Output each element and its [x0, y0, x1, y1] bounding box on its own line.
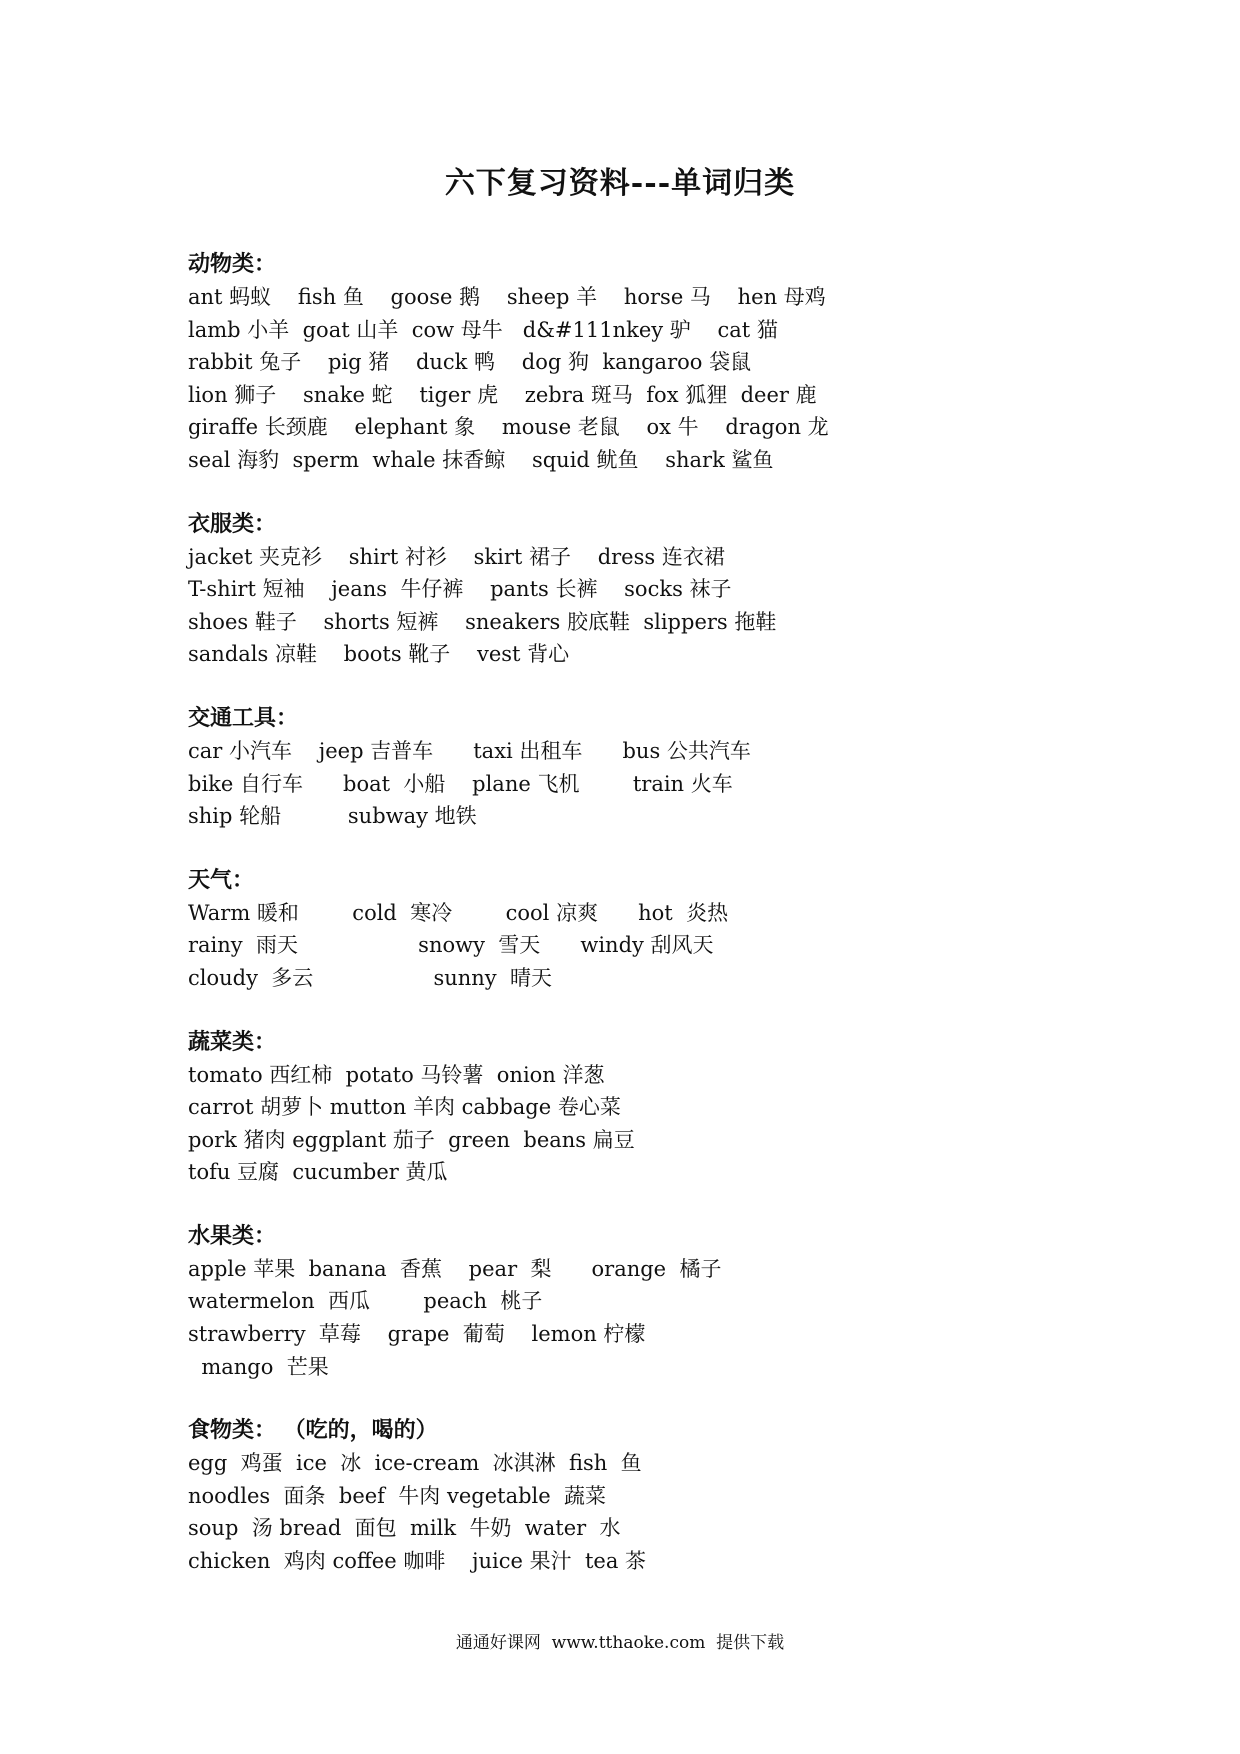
vocab-line: jacket 夹克衫 shirt 衬衫 skirt 裙子 dress 连衣裙: [188, 544, 725, 569]
vocab-line: watermelon 西瓜 peach 桃子: [188, 1289, 543, 1314]
vocab-line: shoes 鞋子 shorts 短裤 sneakers 胶底鞋 slippers 拖鞋: [188, 609, 777, 634]
vocab-line: tofu 豆腐 cucumber 黄瓜: [188, 1160, 448, 1185]
section-weather: [188, 864, 1088, 995]
vocab-line: sandals 凉鞋 boots 靴子 vest 背心: [188, 642, 570, 667]
vocab-line: Warm 暖和 cold 寒冷 cool 凉爽 hot 炎热: [188, 900, 729, 925]
section-vegetables: [188, 1026, 1088, 1189]
vocab-line: ship 轮船 subway 地铁: [188, 804, 477, 829]
section-food: [188, 1414, 1088, 1577]
vocab-line: lion 狮子 snake 蛇 tiger 虎 zebra 斑马 fox 狐狸 deer 鹿: [188, 382, 817, 407]
page-title: 六下复习资料---单词归类: [444, 166, 796, 201]
section-transport: [188, 702, 1088, 833]
vocab-line: mango 芒果: [188, 1354, 329, 1379]
vocab-line: soup 汤 bread 面包 milk 牛奶 water 水: [188, 1516, 621, 1541]
section-animals: [188, 248, 1088, 477]
vocab-line: car 小汽车 jeep 吉普车 taxi 出租车 bus 公共汽车: [188, 738, 751, 763]
section-heading: 交通工具：: [188, 704, 299, 731]
section-heading: 天气：: [188, 866, 255, 893]
vocab-line: strawberry 草莓 grape 葡萄 lemon 柠檬: [188, 1322, 646, 1347]
vocab-line: seal 海豹 sperm whale 抹香鲸 squid 鱿鱼 shark 鲨鱼: [188, 447, 774, 472]
vocab-line: ant 蚂蚁 fish 鱼 goose 鹅 sheep 羊 horse 马 hen 母鸡: [188, 285, 826, 309]
section-fruits: [188, 1220, 1088, 1383]
vocab-line: carrot 胡萝卜 mutton 羊肉 cabbage 卷心菜: [188, 1095, 621, 1120]
section-heading: 水果类：: [188, 1222, 277, 1249]
vocab-line: pork 猪肉 eggplant 茄子 green beans 扁豆: [188, 1127, 635, 1152]
vocab-line: apple 苹果 banana 香蕉 pear 梨 orange 橘子: [188, 1256, 722, 1281]
page-footer: 通通好课网 www.tthaoke.com 提供下载: [455, 1633, 785, 1653]
vocab-line: cloudy 多云 sunny 晴天: [188, 965, 553, 990]
vocab-line: lamb 小羊 goat 山羊 cow 母牛 d&#111nkey 驴 cat 猫: [188, 317, 778, 342]
vocab-line: bike 自行车 boat 小船 plane 飞机 train 火车: [188, 771, 733, 796]
vocab-line: rainy 雨天 snowy 雪天 windy 刮风天: [188, 933, 714, 958]
vocab-line: tomato 西红柿 potato 马铃薯 onion 洋葱: [188, 1062, 605, 1087]
section-heading: 食物类： （吃的，喝的）: [188, 1417, 438, 1444]
section-heading: 蔬菜类：: [188, 1028, 277, 1055]
section-heading: 衣服类：: [188, 510, 277, 537]
section-clothes: [188, 508, 1088, 671]
vocab-line: T-shirt 短袖 jeans 牛仔裤 pants 长裤 socks 袜子: [188, 577, 732, 602]
vocab-line: rabbit 兔子 pig 猪 duck 鸭 dog 狗 kangaroo 袋鼠: [188, 350, 752, 375]
vocab-line: egg 鸡蛋 ice 冰 ice-cream 冰淇淋 fish 鱼: [188, 1451, 642, 1476]
vocab-line: chicken 鸡肉 coffee 咖啡 juice 果汁 tea 茶: [188, 1549, 647, 1574]
vocab-line: noodles 面条 beef 牛肉 vegetable 蔬菜: [188, 1483, 607, 1508]
vocabulary-list: [188, 248, 1088, 1609]
section-heading: 动物类：: [188, 251, 277, 277]
vocab-line: giraffe 长颈鹿 elephant 象 mouse 老鼠 ox 牛 dragon 龙: [188, 415, 829, 440]
